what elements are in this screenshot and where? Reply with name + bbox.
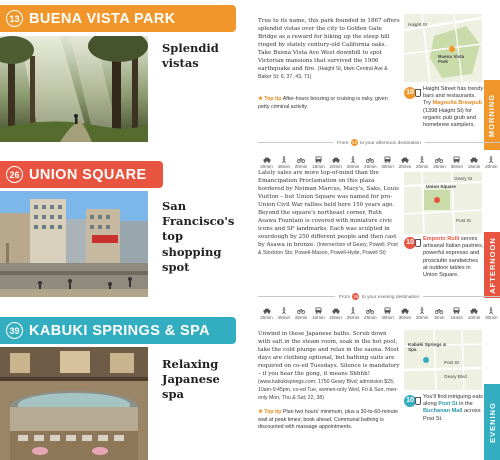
star-icon: ★: [258, 409, 263, 415]
period-tab-afternoon: [484, 232, 500, 298]
map-label: Post St: [444, 360, 459, 365]
travel-time-item: [431, 307, 448, 320]
travel-time-value: 30min: [415, 315, 429, 320]
walk-icon: [349, 156, 357, 163]
bubble-highlight: Post St: [438, 401, 458, 408]
bike-icon: [297, 307, 305, 314]
travel-time-item: [344, 307, 361, 320]
travel-time-value: 25min: [364, 315, 377, 320]
travel-time-value: 25min: [294, 315, 308, 320]
map-label: Union Square: [426, 184, 456, 189]
from-number: 26: [353, 293, 359, 299]
bike-icon: [366, 156, 374, 163]
top-tip-label: Top tip: [264, 96, 282, 102]
body-paragraph: True to its name, this park founded in 1867 offers splendid vistas over the city to Golden Gate Bridge as a reward for hiking up the steep hill ringed by stately century-old California oaks. Take Buena Vista Ave West downhill to spot Victorian mansions that survived the 1906 earthquake and fire.: [258, 18, 400, 73]
travel-time-value: 20min: [260, 164, 273, 169]
buena-vista-park-photo: [0, 36, 148, 142]
section-number: 13: [6, 10, 23, 27]
travel-time-value: 15min: [467, 164, 481, 169]
map-label: Haight St: [408, 22, 427, 27]
section-body: [258, 169, 400, 258]
transit-strip-evening: [258, 291, 500, 325]
bus-icon: [384, 307, 392, 314]
car-icon: [332, 156, 340, 163]
top-tip: [258, 409, 400, 432]
union-square-map[interactable]: [404, 172, 482, 234]
destination-text: to your evening destination: [361, 294, 420, 300]
travel-time-value: 20min: [329, 315, 342, 320]
bubble-text-part: in the: [459, 401, 473, 408]
kabuki-map[interactable]: [404, 330, 482, 390]
section-title: BUENA VISTA PARK: [29, 10, 176, 27]
travel-time-value: 10min: [312, 315, 325, 320]
period-label: MORNING: [487, 93, 497, 137]
map-label: Buena Vista Park: [438, 54, 465, 64]
travel-time-value: 30min: [485, 315, 498, 320]
top-tip-text: After-hours boozing or cruising is risky, given petty criminal activity.: [258, 96, 388, 110]
bubble-number: 10: [404, 87, 416, 99]
from-line: [258, 291, 500, 301]
from-number: 13: [351, 139, 357, 145]
bike-icon: [297, 156, 305, 163]
travel-time-value: 10min: [467, 315, 481, 320]
map-label: Post St: [456, 218, 471, 223]
union-square-photo: [0, 191, 148, 297]
map-label: Geary Blvd: [444, 374, 467, 379]
travel-time-item: [396, 156, 413, 169]
buena-vista-map[interactable]: [404, 14, 482, 82]
travel-time-item: [414, 156, 431, 169]
address-text: (Haight St, btwn Central Ave & Baker St; 6, 37, 43, 71): [258, 66, 388, 81]
car-icon: [401, 307, 409, 314]
travel-time-item: [362, 156, 379, 169]
from-line: [258, 137, 500, 147]
top-tip-label: Top tip: [264, 409, 282, 415]
bubble-text-part: Haight Street has trendy bars and restaurants. Try: [423, 86, 484, 107]
drink-icon: [415, 239, 421, 247]
car-icon: [470, 307, 478, 314]
travel-time-value: 15min: [450, 315, 464, 320]
travel-time-value: 20min: [329, 164, 342, 169]
kabuki-spa-photo: [0, 347, 148, 460]
travel-time-item: [310, 156, 327, 169]
tip-bubble: [404, 86, 484, 129]
travel-time-value: 25min: [433, 164, 446, 169]
car-icon: [263, 307, 271, 314]
walk-icon: [280, 307, 288, 314]
bubble-highlight: Buchanan Mall: [423, 408, 463, 415]
walk-icon: [487, 307, 495, 314]
period-label: AFTERNOON: [487, 236, 497, 294]
drink-icon: [415, 397, 421, 405]
travel-time-item: [483, 156, 500, 169]
bubble-text-part: (1398 Haight St) for organic pub grub and homebrew samplers.: [423, 107, 476, 129]
walk-icon: [349, 307, 357, 314]
section-number: 26: [6, 166, 23, 183]
bubble-text-part: You'll find intriguing eats along: [423, 394, 483, 408]
travel-time-value: 45min: [277, 315, 291, 320]
travel-time-value: 25min: [346, 315, 360, 320]
travel-time-item: [448, 307, 465, 320]
walk-icon: [487, 156, 495, 163]
address-text: (www.kabukisprings.com; 1750 Geary Blvd; admission $25; 10am-9:45pm, co-ed Tue, women-only Wed, Fri & Sun, men-only Mon, Thu & Sat; 22, 38): [258, 379, 399, 402]
from-text: [333, 139, 425, 146]
section-tagline: Relaxing Japanese spa: [162, 357, 220, 402]
travel-time-item: [275, 307, 292, 320]
top-tip: [258, 96, 400, 111]
walk-icon: [280, 156, 288, 163]
travel-time-item: [293, 156, 310, 169]
travel-time-value: 30min: [450, 164, 464, 169]
bubble-text-part: serves artisanal Italian pastries, powerful espresso and prosciutto sandwiches at outdoor tables in Union Square.: [423, 236, 484, 279]
bus-icon: [384, 156, 392, 163]
travel-time-item: [258, 156, 275, 169]
travel-time-value: 25min: [260, 315, 273, 320]
travel-time-item: [414, 307, 431, 320]
travel-time-item: [483, 307, 500, 320]
travel-time-item: [448, 156, 465, 169]
travel-time-item: [258, 307, 275, 320]
car-icon: [332, 307, 340, 314]
travel-time-value: 20min: [364, 164, 377, 169]
section-tagline: Splendid vistas: [162, 41, 219, 71]
drink-icon: [415, 89, 421, 97]
bike-icon: [435, 156, 443, 163]
map-label: Kabuki Springs & Spa: [408, 342, 447, 352]
bus-icon: [314, 156, 322, 163]
travel-time-value: 5min: [434, 315, 445, 320]
body-paragraph: Unwind in these Japanese baths. Scrub down with salt in the steam room, soak in the hot pool, take the cold plunge and relax in the sauna. Most days are clothing optional, but bathing suits are required on co-ed Tuesdays. Silence is mandatory – if you hear the gong, it means Shhhh!: [258, 331, 400, 378]
period-tab-evening: [484, 384, 500, 460]
travel-time-item: [293, 307, 310, 320]
travel-time-value: 20min: [485, 164, 498, 169]
banner-kabuki-springs: [0, 317, 236, 344]
from-prefix: From: [337, 140, 349, 146]
destination-text: to your afternoon destination: [360, 140, 421, 146]
tip-bubble: [404, 394, 484, 423]
walk-icon: [418, 307, 426, 314]
top-tip-text: Plan two hours' minimum, plus a 30-to-60-minute wait at peak times; book ahead. Communal bathing is discounted with massage appointments.: [258, 409, 398, 431]
map-label: Geary St: [454, 176, 473, 181]
from-text: [335, 293, 423, 300]
travel-time-item: [466, 156, 483, 169]
banner-union-square: [0, 161, 163, 188]
bike-icon: [366, 307, 374, 314]
section-number: 39: [6, 322, 23, 339]
bubble-highlight: Magnolia Brewpub: [432, 100, 483, 107]
travel-time-item: [466, 307, 483, 320]
bubble-number: 10: [404, 395, 416, 407]
travel-time-value: 30min: [381, 315, 394, 320]
car-icon: [470, 156, 478, 163]
travel-time-item: [396, 307, 413, 320]
period-label: EVENING: [487, 401, 497, 443]
banner-buena-vista-park: [0, 5, 236, 32]
travel-time-item: [379, 156, 396, 169]
divider: [423, 296, 500, 297]
bus-icon: [314, 307, 322, 314]
section-tagline: San Francisco's top shopping spot: [162, 199, 235, 274]
travel-time-item: [379, 307, 396, 320]
travel-time-value: 30min: [398, 315, 412, 320]
section-body: [258, 17, 400, 81]
travel-time-item: [431, 156, 448, 169]
bus-icon: [453, 156, 461, 163]
divider: [425, 142, 500, 143]
travel-time-item: [327, 307, 344, 320]
travel-time-value: 20min: [398, 164, 412, 169]
travel-time-item: [362, 307, 379, 320]
section-title: UNION SQUARE: [29, 166, 147, 183]
bubble-highlight: Emporio Rulli: [423, 236, 460, 242]
section-title: KABUKI SPRINGS & SPA: [29, 322, 210, 339]
star-icon: ★: [258, 96, 263, 102]
travel-time-value: 30min: [381, 164, 394, 169]
travel-time-value: 20min: [346, 164, 360, 169]
bubble-text-part: across Post St.: [423, 408, 481, 422]
travel-times: [258, 307, 500, 325]
travel-time-value: 20min: [294, 164, 308, 169]
bus-icon: [453, 307, 461, 314]
divider: [258, 142, 333, 143]
tip-bubble: [404, 236, 484, 279]
travel-time-item: [344, 156, 361, 169]
walk-icon: [418, 156, 426, 163]
travel-time-item: [275, 156, 292, 169]
car-icon: [263, 156, 271, 163]
travel-time-item: [310, 307, 327, 320]
travel-time-value: 20min: [415, 164, 429, 169]
travel-time-value: 15min: [312, 164, 325, 169]
section-body: [258, 330, 400, 402]
from-prefix: From: [338, 294, 351, 300]
divider: [258, 296, 335, 297]
car-icon: [401, 156, 409, 163]
body-paragraph: Lately sales are more top-of-mind than the Emancipation Proclamation on this plaza bordered by Neiman Marcus, Macy's, Saks, Louis Vuitton – but Union Square was named for pro-Union Civil War rallies held here 150 years ago. Beyond the square's northeast corner, Ruth Asawa Fountain is covered with miniature civic icons and SF landmarks. Each was sculpted in sourdough by 250 different people and then cast by Asawa in bronze.: [258, 170, 399, 249]
address-text: (Intersection of Geary, Powell, Post & Stockton Sts; Powell-Mason, Powell-Hyde, Powell St): [258, 242, 398, 257]
travel-time-item: [327, 156, 344, 169]
bike-icon: [435, 307, 443, 314]
bubble-number: 10: [404, 237, 416, 249]
travel-time-value: 45min: [277, 164, 291, 169]
